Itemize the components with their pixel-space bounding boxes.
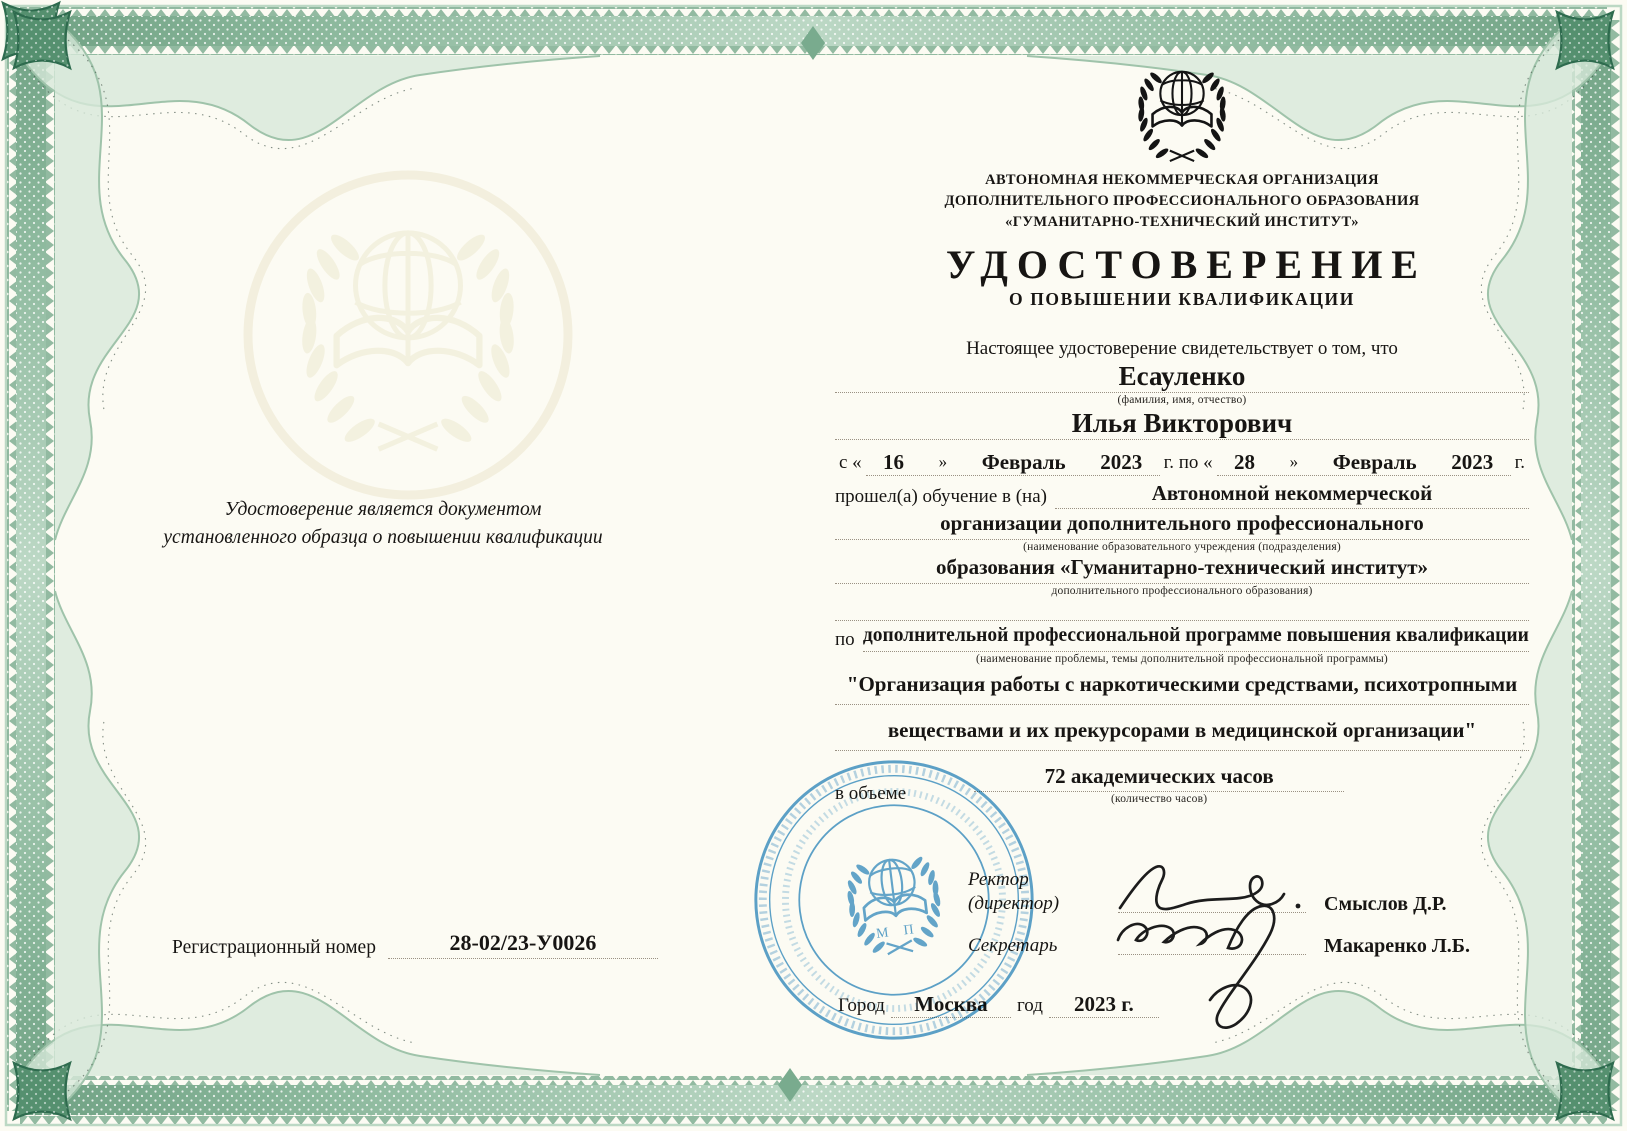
program-topic-line1: "Организация работы с наркотическими средствами, психотропными [835,672,1529,705]
given-names-field: Илья Викторович [835,407,1529,440]
year-label: год [1016,995,1043,1016]
period-from-day: 16 [882,450,904,474]
secretary-name: Макаренко Л.Б. [1324,935,1471,957]
organization-line1: АВТОНОМНАЯ НЕКОММЕРЧЕСКАЯ ОРГАНИЗАЦИЯ [985,172,1379,188]
validity-note-line1: Удостоверение является документом [224,499,542,520]
organization-line3: «ГУМАНИТАРНО-ТЕХНИЧЕСКИЙ ИНСТИТУТ» [1005,214,1359,230]
secretary-signature-icon [1106,896,1326,1046]
period-from-month: Февраль [981,450,1066,474]
document-subtitle: О ПОВЫШЕНИИ КВАЛИФИКАЦИИ [1009,289,1355,309]
volume-label: в объеме [835,783,907,804]
round-stamp [746,752,1042,1048]
period-to-close-quote: » [1289,452,1299,471]
period-to-segment [1217,449,1511,476]
secretary-signature-row [968,934,1488,958]
registration-row [172,930,658,959]
volume-hint: (количество часов) [1111,793,1208,805]
period-to-year: 2023 [1451,450,1494,474]
year-value: 2023 г. [1049,992,1159,1018]
institute-emblem-icon [1112,64,1252,168]
rector-label: Ректор (директор) [968,869,1060,914]
surname-field: Есауленко [835,360,1529,393]
organization-line2: ДОПОЛНИТЕЛЬНОГО ПРОФЕССИОНАЛЬНОГО ОБРАЗОВАНИЯ [944,193,1420,209]
program-hint: (наименование проблемы, темы дополнительной профессиональной программы) [976,653,1388,665]
period-from-year: 2023 [1100,450,1143,474]
volume-value: 72 академических часов [1044,764,1274,788]
empty-field-line [835,598,1529,621]
period-to-month: Февраль [1332,450,1417,474]
period-from-close-quote: » [938,452,948,471]
secretary-label: Секретарь [968,935,1058,956]
institution-value1: Автономной некоммерческой [1151,481,1433,505]
signature-block [968,868,1488,958]
main-column [835,64,1529,806]
program-label: по [835,629,855,650]
institution-hint1: (наименование образовательного учреждения (подразделения) [1023,541,1341,553]
institution-row [835,482,1529,509]
city-value: Москва [891,992,1011,1018]
stamp-mp-text: М П [875,920,921,941]
period-to-day: 28 [1233,450,1255,474]
program-value: дополнительной профессиональной программе повышения квалификации [862,625,1529,646]
program-topic-line2: веществами и их прекурсорами в медицинской организации" [835,718,1529,751]
institution-value2: организации дополнительного профессионального [835,511,1529,540]
rector-name: Смыслов Д.Р. [1324,893,1447,915]
fio-hint: (фамилия, имя, отчество) [1117,394,1247,406]
city-label: Город [838,995,885,1016]
registration-number: 28-02/23-У0026 [388,930,658,959]
institution-field-line1 [1055,482,1529,509]
program-field-line [863,625,1529,652]
training-period-row [835,449,1529,476]
institution-value3: образования «Гуманитарно-технический институт» [835,555,1529,584]
secretary-signature-line [1118,954,1306,955]
document-title: УДОСТОВЕРЕНИЕ [946,242,1427,287]
validity-note [148,496,618,552]
certify-statement: Настоящее удостоверение свидетельствует о том, что [966,338,1398,359]
period-mid-label: г. по « [1163,452,1213,473]
organization-name [835,170,1529,233]
period-from-segment [866,449,1160,476]
validity-note-line2: установленного образца о повышении квалификации [163,527,603,548]
institution-hint2: дополнительного профессионального образования) [1051,585,1313,597]
period-from-prefix: с « [839,452,862,473]
registration-label: Регистрационный номер [172,937,376,958]
program-row [835,625,1529,652]
period-suffix: г. [1514,452,1526,473]
institution-label: прошел(а) обучение в (на) [835,486,1047,507]
